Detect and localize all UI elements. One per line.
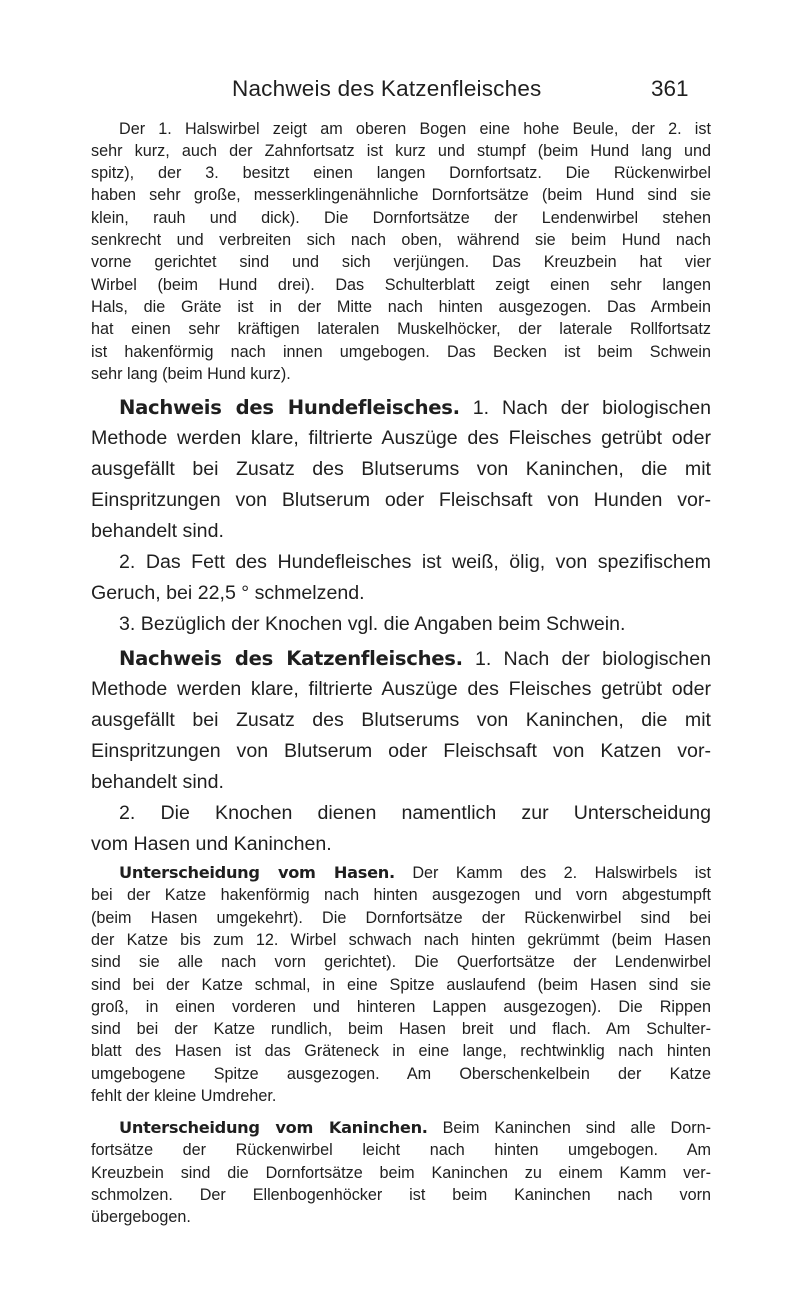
section-heading: Unterscheidung vom Hasen.	[119, 863, 395, 882]
line-text: ist hakenförmig nach innen umgebogen. Das Becken ist beim Schwein	[91, 343, 711, 361]
line-text: Der 1. Halswirbel zeigt am oberen Bogen eine hohe Beule, der 2. ist	[119, 120, 711, 138]
text-line	[119, 1117, 711, 1139]
page-number: 361	[651, 76, 689, 101]
text-line	[91, 1063, 711, 1085]
text-line	[119, 118, 711, 140]
line-text: Kreuzbein sind die Dornfortsätze beim Kaninchen zu einem Kamm ver-	[91, 1164, 711, 1182]
line-text: übergebogen.	[91, 1208, 191, 1226]
text-line	[91, 1018, 711, 1040]
text-line	[91, 578, 711, 609]
line-text: blatt des Hasen ist das Gräteneck in eine lange, rechtwinklig nach hinten	[91, 1042, 711, 1060]
text-line	[91, 485, 711, 516]
text-line	[91, 274, 711, 296]
section-heading: Nachweis des Hundefleisches.	[119, 396, 460, 419]
line-text: sind bei der Katze schmal, in eine Spitze auslaufend (beim Hasen sind sie	[91, 976, 711, 994]
text-line	[91, 251, 711, 273]
text-line	[91, 140, 711, 162]
line-text: umgebogene Spitze ausgezogen. Am Oberschenkelbein der Katze	[91, 1065, 711, 1083]
text-line	[91, 884, 711, 906]
line-text: Geruch, bei 22,5 ° schmelzend.	[91, 582, 365, 604]
line-text: (beim Hasen umgekehrt). Die Dornfortsätze der Rückenwirbel sind bei	[91, 909, 711, 927]
line-text: behandelt sind.	[91, 520, 224, 542]
text-line	[91, 1184, 711, 1206]
text-line	[119, 392, 711, 424]
text-line	[91, 736, 711, 767]
line-text: Hals, die Gräte ist in der Mitte nach hinten ausgezogen. Das Armbein	[91, 298, 711, 316]
line-text: fehlt der kleine Umdreher.	[91, 1087, 277, 1105]
text-line	[91, 705, 711, 736]
text-line	[119, 609, 711, 640]
line-text: senkrecht und verbreiten sich nach oben, während sie beim Hund nach	[91, 231, 711, 249]
line-text: vom Hasen und Kaninchen.	[91, 833, 332, 855]
line-text: 3. Bezüglich der Knochen vgl. die Angaben beim Schwein.	[119, 613, 626, 635]
line-text: behandelt sind.	[91, 771, 224, 793]
line-text: Methode werden klare, filtrierte Auszüge des Fleisches getrübt oder	[91, 427, 711, 449]
text-line	[91, 974, 711, 996]
text-line	[91, 674, 711, 705]
text-line	[91, 207, 711, 229]
header-title: Nachweis des Katzenfleisches	[232, 76, 542, 101]
text-line	[91, 1040, 711, 1062]
line-text: spitz), der 3. besitzt einen langen Dornfortsatz. Die Rückenwirbel	[91, 164, 711, 182]
text-line	[91, 829, 711, 860]
text-line	[91, 767, 711, 798]
line-text: Methode werden klare, filtrierte Auszüge des Fleisches getrübt oder	[91, 678, 711, 700]
line-text: ausgefällt bei Zusatz des Blutserums von Kaninchen, die mit	[91, 458, 711, 480]
text-line	[91, 162, 711, 184]
line-text: 2. Die Knochen dienen namentlich zur Unterscheidung	[119, 802, 711, 824]
line-text: sehr kurz, auch der Zahnfortsatz ist kurz und stumpf (beim Hund lang und	[91, 142, 711, 160]
line-text: Beim Kaninchen sind alle Dorn-	[427, 1119, 711, 1137]
text-line	[91, 318, 711, 340]
line-text: vorne gerichtet sind und sich verjüngen. Das Kreuzbein hat vier	[91, 253, 711, 271]
line-text: Einspritzungen von Blutserum oder Fleischsaft von Hunden vor-	[91, 489, 711, 511]
line-text: fortsätze der Rückenwirbel leicht nach hinten umgebogen. Am	[91, 1141, 711, 1159]
text-line	[91, 929, 711, 951]
line-text: klein, rauh und dick). Die Dornfortsätze der Lendenwirbel stehen	[91, 209, 711, 227]
text-line	[119, 798, 711, 829]
text-line	[119, 547, 711, 578]
text-line	[91, 516, 711, 547]
text-line	[91, 907, 711, 929]
line-text: bei der Katze hakenförmig nach hinten ausgezogen und vorn abgestumpft	[91, 886, 711, 904]
text-line	[91, 996, 711, 1018]
text-line	[91, 1139, 711, 1161]
section-heading: Nachweis des Katzenfleisches.	[119, 647, 463, 670]
line-text: der Katze bis zum 12. Wirbel schwach nach hinten gekrümmt (beim Hasen	[91, 931, 711, 949]
text-line	[91, 296, 711, 318]
line-text: groß, in einen vorderen und hinteren Lappen ausgezogen). Die Rippen	[91, 998, 711, 1016]
line-text: sehr lang (beim Hund kurz).	[91, 365, 291, 383]
text-line	[91, 341, 711, 363]
text-line	[119, 643, 711, 675]
running-header	[0, 76, 800, 110]
text-line	[91, 1162, 711, 1184]
line-text: 2. Das Fett des Hundefleisches ist weiß, ölig, von spezifischem	[119, 551, 711, 573]
line-text: ausgefällt bei Zusatz des Blutserums von Kaninchen, die mit	[91, 709, 711, 731]
text-line	[91, 363, 711, 385]
text-line	[91, 1206, 711, 1228]
line-text: Einspritzungen von Blutserum oder Fleischsaft von Katzen vor-	[91, 740, 711, 762]
text-line	[91, 229, 711, 251]
line-text: sind bei der Katze rundlich, beim Hasen breit und flach. Am Schulter-	[91, 1020, 711, 1038]
line-text: sind sie alle nach vorn gerichtet). Die Querfortsätze der Lendenwirbel	[91, 953, 711, 971]
text-line	[91, 1085, 711, 1107]
line-text: schmolzen. Der Ellenbogenhöcker ist beim Kaninchen nach vorn	[91, 1186, 711, 1204]
line-text: Der Kamm des 2. Halswirbels ist	[394, 864, 711, 882]
line-text: hat einen sehr kräftigen lateralen Muskelhöcker, der laterale Rollfortsatz	[91, 320, 711, 338]
line-text: 1. Nach der biologischen	[459, 397, 711, 419]
section-heading: Unterscheidung vom Kaninchen.	[119, 1118, 428, 1137]
text-line	[91, 423, 711, 454]
line-text: 1. Nach der biologischen	[462, 648, 711, 670]
text-line	[91, 951, 711, 973]
line-text: Wirbel (beim Hund drei). Das Schulterblatt zeigt einen sehr langen	[91, 276, 711, 294]
text-line	[119, 862, 711, 884]
text-line	[91, 454, 711, 485]
line-text: haben sehr große, messerklingenähnliche Dornfortsätze (beim Hund sind sie	[91, 186, 711, 204]
text-line	[91, 184, 711, 206]
